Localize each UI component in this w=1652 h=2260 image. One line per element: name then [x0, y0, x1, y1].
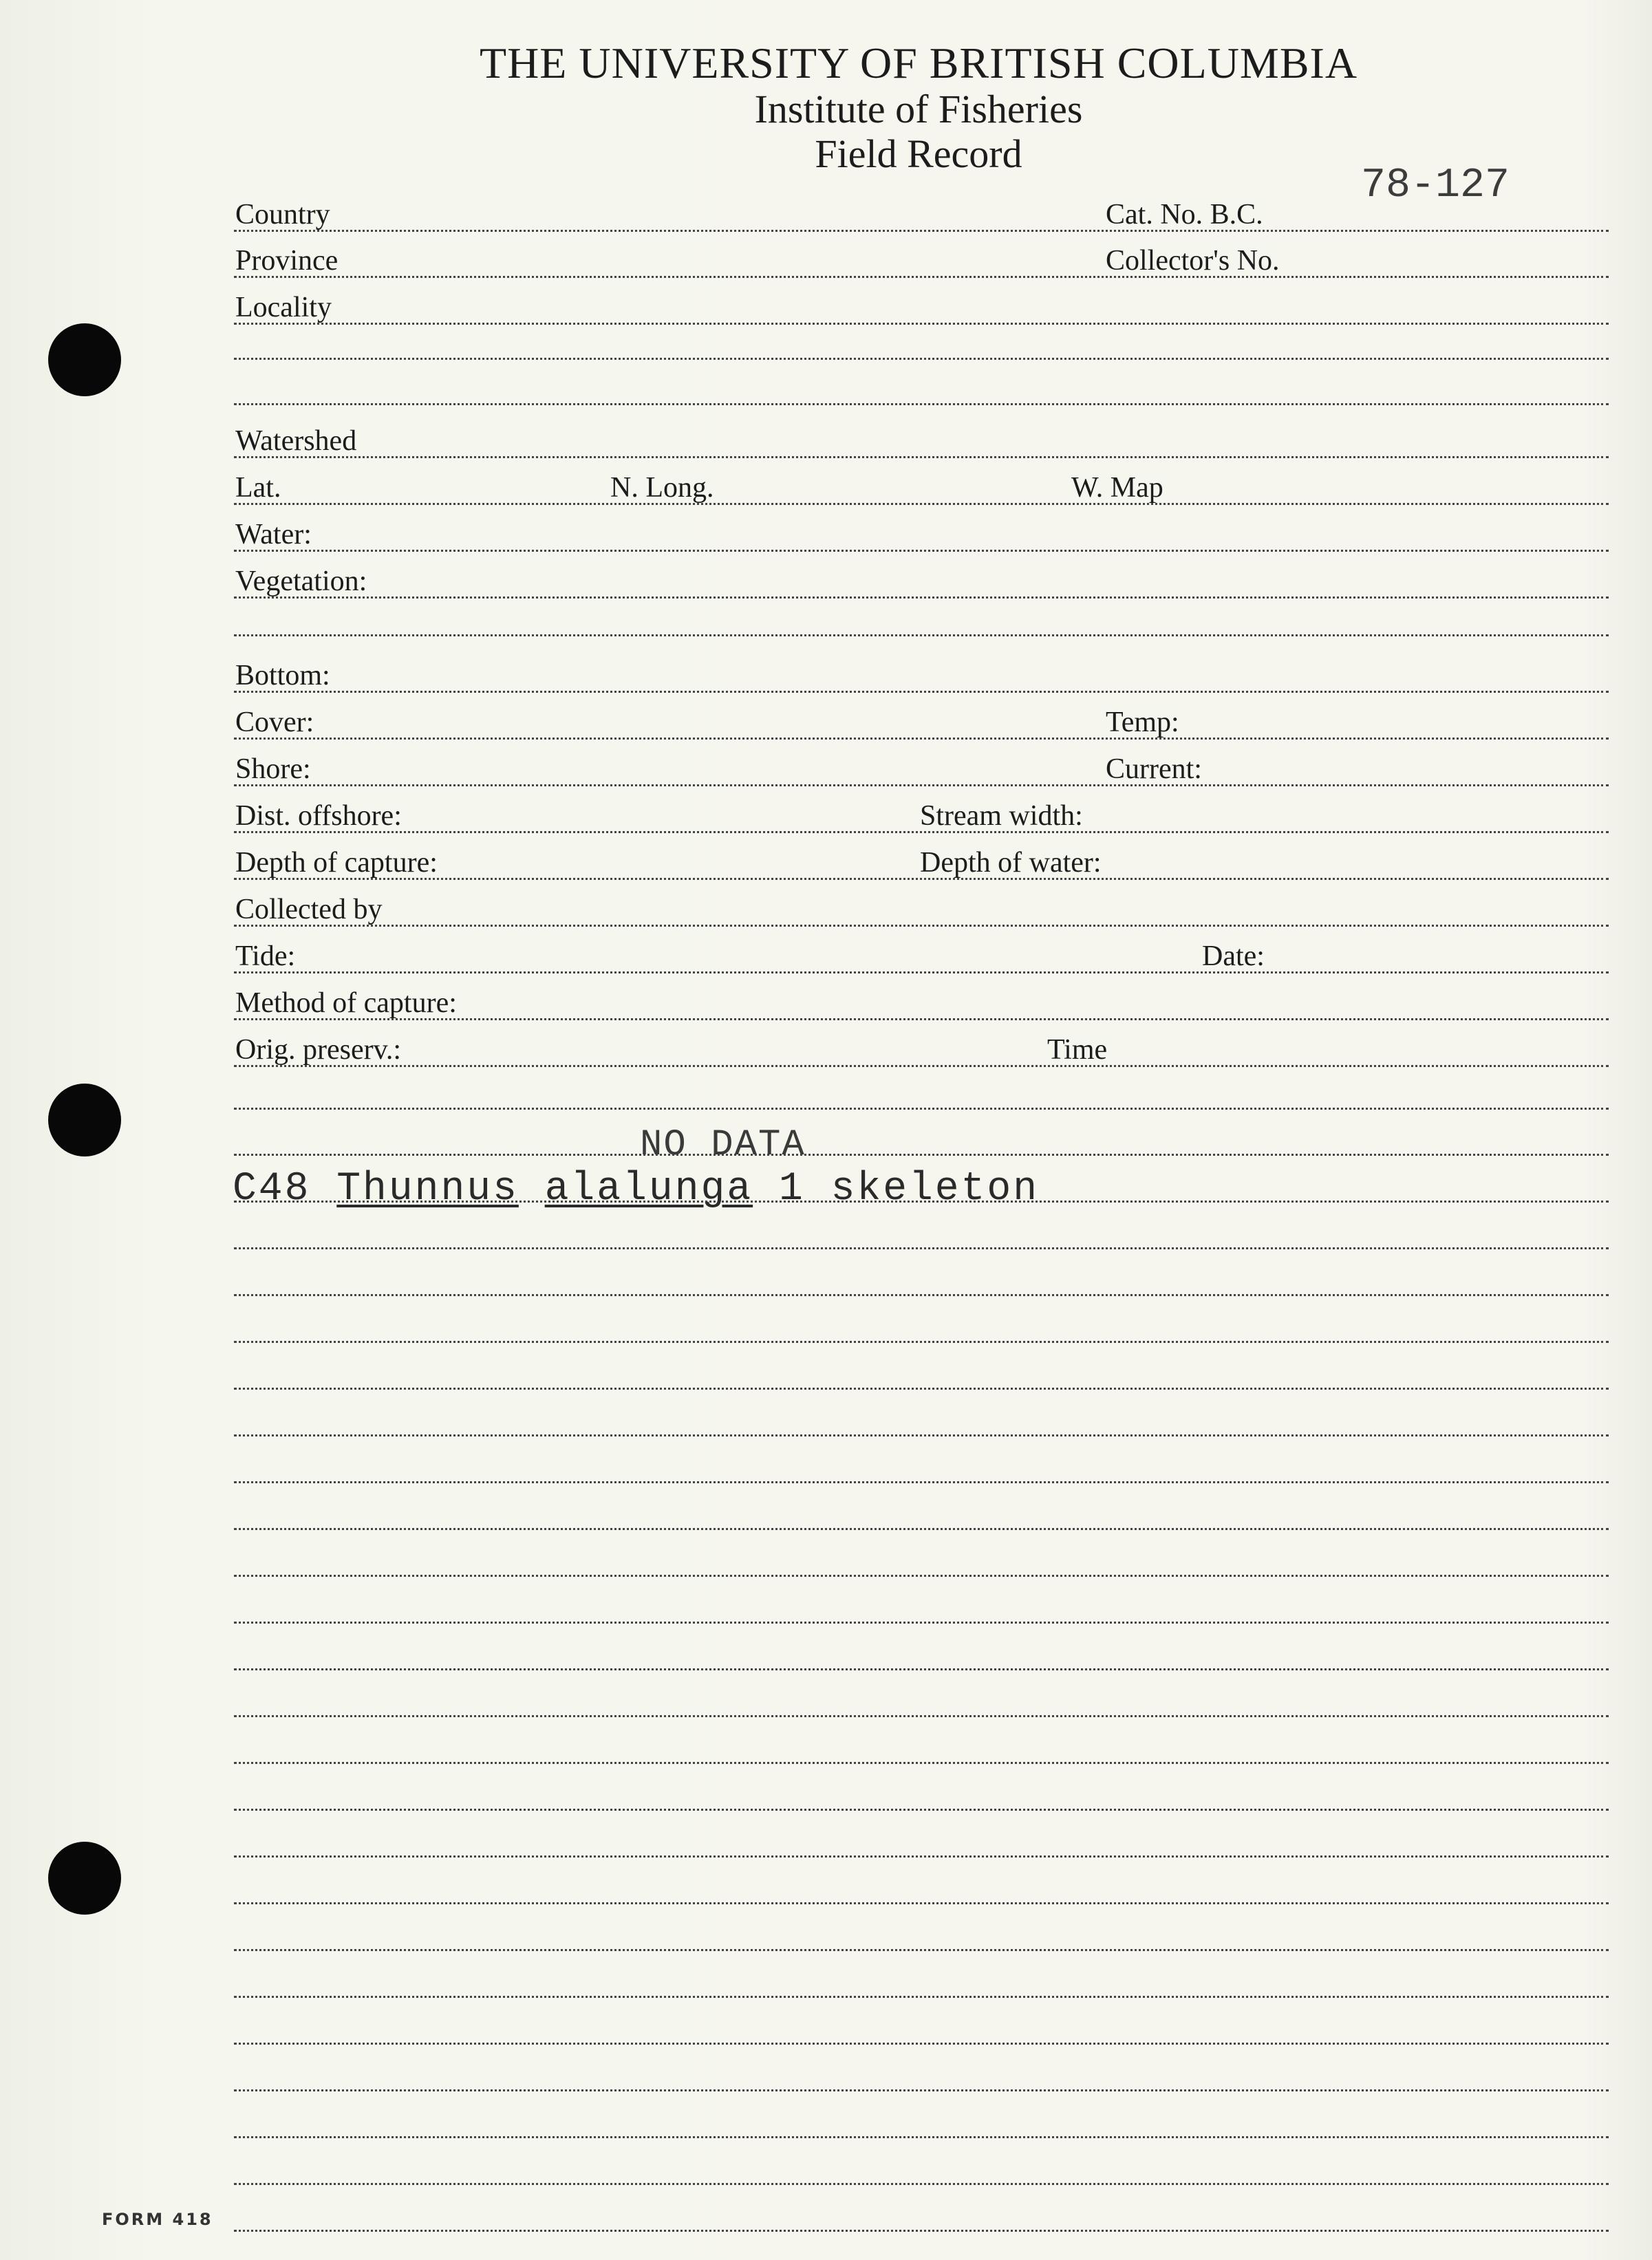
- specimen-species: alalunga: [544, 1167, 753, 1212]
- specimen-code: C48: [233, 1167, 311, 1212]
- form-number: FORM 418: [102, 2210, 213, 2229]
- bottom-label: Bottom:: [235, 660, 330, 691]
- w-map-label: W. Map: [1071, 472, 1163, 504]
- watershed-label: Watershed: [235, 425, 357, 457]
- specimen-part: skeleton: [830, 1167, 1040, 1212]
- row-locality: [234, 289, 1609, 330]
- blank-line: [234, 2230, 1609, 2232]
- orig-preserv-label: Orig. preserv.:: [235, 1034, 402, 1066]
- blank-line: [234, 1575, 1609, 1577]
- row-watershed: [234, 422, 1609, 464]
- university-title: THE UNIVERSITY OF BRITISH COLUMBIA: [479, 39, 1358, 87]
- blank-line: [234, 2043, 1609, 2045]
- row-collected-by: [234, 891, 1609, 932]
- blank-line: [234, 403, 1609, 405]
- blank-line: [234, 1762, 1609, 1764]
- row-tide: [234, 938, 1609, 979]
- row-vegetation: [234, 563, 1609, 604]
- blank-line: [234, 1434, 1609, 1436]
- blank-line: [234, 2089, 1609, 2091]
- water-label: Water:: [235, 519, 312, 550]
- specimen-count: 1: [778, 1167, 805, 1212]
- collected-by-label: Collected by: [235, 894, 383, 925]
- no-data-note: NO DATA: [640, 1124, 806, 1166]
- punch-hole: [48, 1842, 121, 1915]
- blank-line: [234, 1668, 1609, 1670]
- specimen-entry: [233, 1167, 1040, 1212]
- blank-line: [234, 1247, 1609, 1249]
- blank-line: [234, 1294, 1609, 1296]
- blank-line: [234, 1528, 1609, 1530]
- blank-line: [234, 1855, 1609, 1858]
- stream-width-label: Stream width:: [920, 800, 1083, 832]
- cat-no-label: Cat. No. B.C.: [1106, 199, 1263, 230]
- blank-line: [234, 1481, 1609, 1483]
- cat-no-value: 78-127: [1361, 162, 1510, 209]
- blank-line: [234, 1715, 1609, 1717]
- date-label: Date:: [1202, 940, 1265, 972]
- institute-title: Institute of Fisheries: [754, 87, 1083, 131]
- blank-line: [234, 1902, 1609, 1904]
- current-label: Current:: [1106, 753, 1202, 785]
- row-water: [234, 516, 1609, 557]
- row-cover: [234, 704, 1609, 745]
- blank-line: [234, 1949, 1609, 1951]
- lat-label: Lat.: [235, 472, 281, 504]
- blank-line: [234, 1996, 1609, 1998]
- depth-water-label: Depth of water:: [920, 847, 1102, 879]
- row-shore: [234, 751, 1609, 792]
- row-lat-long: [234, 469, 1609, 510]
- method-label: Method of capture:: [235, 987, 457, 1019]
- row-depth: [234, 844, 1609, 885]
- row-orig-preserv: [234, 1031, 1609, 1073]
- row-method: [234, 984, 1609, 1026]
- n-long-label: N. Long.: [610, 472, 714, 504]
- blank-line: [234, 634, 1609, 636]
- row-province: [234, 242, 1609, 283]
- locality-label: Locality: [235, 292, 332, 323]
- blank-line: [234, 1154, 1609, 1156]
- row-bottom: [234, 657, 1609, 698]
- blank-line: [234, 1622, 1609, 1624]
- tide-label: Tide:: [235, 940, 296, 972]
- blank-line: [234, 358, 1609, 360]
- specimen-genus: Thunnus: [336, 1167, 519, 1212]
- blank-line: [234, 1108, 1609, 1110]
- blank-line: [234, 1341, 1609, 1343]
- row-dist-offshore: [234, 797, 1609, 839]
- temp-label: Temp:: [1106, 707, 1179, 738]
- record-title: Field Record: [815, 131, 1022, 176]
- depth-capture-label: Depth of capture:: [235, 847, 438, 879]
- dist-offshore-label: Dist. offshore:: [235, 800, 402, 832]
- blank-line: [234, 2183, 1609, 2185]
- punch-hole: [48, 323, 121, 396]
- punch-hole: [48, 1084, 121, 1156]
- blank-line: [234, 1809, 1609, 1811]
- time-label: Time: [1047, 1034, 1108, 1066]
- collectors-no-label: Collector's No.: [1106, 245, 1280, 277]
- vegetation-label: Vegetation:: [235, 566, 367, 597]
- province-label: Province: [235, 245, 339, 277]
- blank-line: [234, 2136, 1609, 2138]
- country-label: Country: [235, 199, 330, 230]
- blank-line: [234, 1388, 1609, 1390]
- cover-label: Cover:: [235, 707, 314, 738]
- shore-label: Shore:: [235, 753, 311, 785]
